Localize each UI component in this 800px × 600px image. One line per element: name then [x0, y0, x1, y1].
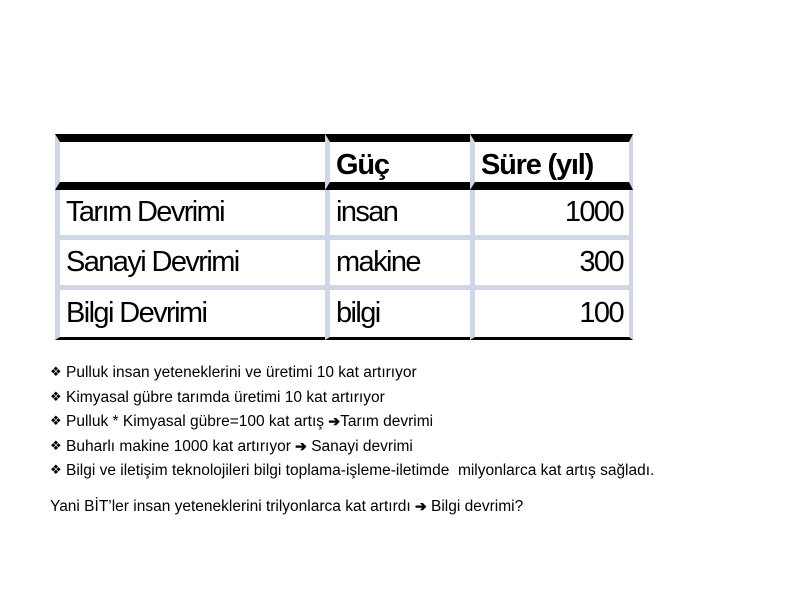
- row-duration: 100: [470, 290, 633, 340]
- right-arrow-icon: ➔: [414, 498, 427, 514]
- conclusion-text-after: Bilgi devrimi?: [426, 498, 524, 515]
- bullet-item: [50, 360, 654, 385]
- header-cell-power: Güç: [325, 134, 470, 190]
- bullet-text: Pulluk * Kimyasal gübre=100 kat artış: [66, 413, 329, 431]
- bullet-text: Bilgi ve iletişim teknolojileri bilgi toplama-işleme-iletimde milyonlarca kat artış sağladı.: [66, 462, 655, 480]
- four-diamond-bullet-icon: ❖: [50, 413, 62, 429]
- header-cell-duration: Süre (yıl): [470, 134, 633, 190]
- table-row: [55, 190, 633, 240]
- row-power: bilgi: [325, 290, 470, 340]
- row-duration: 1000: [470, 190, 633, 240]
- row-label: Bilgi Devrimi: [55, 290, 325, 340]
- table-header-row: [55, 134, 633, 190]
- bullet-text-after: Tarım devrimi: [340, 413, 434, 431]
- bullet-item: [50, 409, 654, 434]
- row-power: makine: [325, 240, 470, 290]
- four-diamond-bullet-icon: ❖: [50, 437, 62, 453]
- bullet-item: [50, 434, 654, 459]
- conclusion-text: Yani BİT’ler insan yeteneklerini trilyonlarca kat artırdı: [50, 498, 415, 515]
- four-diamond-bullet-icon: ❖: [50, 462, 62, 478]
- row-duration: 300: [470, 240, 633, 290]
- right-arrow-icon: ➔: [295, 437, 307, 454]
- four-diamond-bullet-icon: ❖: [50, 364, 62, 379]
- conclusion-line: [50, 498, 523, 516]
- four-diamond-bullet-icon: ❖: [50, 388, 62, 404]
- bullet-text-after: Sanayi devrimi: [306, 437, 413, 455]
- bullet-text: Pulluk insan yeteneklerini ve üretimi 10 kat artırıyor: [66, 364, 417, 381]
- header-cell-empty: [55, 134, 325, 190]
- bullet-list: [50, 360, 654, 483]
- right-arrow-icon: ➔: [328, 413, 341, 430]
- table-row: [55, 240, 633, 290]
- bullet-text: Kimyasal gübre tarımda üretimi 10 kat artırıyor: [66, 388, 385, 406]
- table-row: [55, 290, 633, 340]
- bullet-text: Buharlı makine 1000 kat artırıyor: [66, 437, 296, 455]
- revolutions-table: [55, 134, 633, 340]
- row-label: Sanayi Devrimi: [55, 240, 325, 290]
- row-power: insan: [325, 190, 470, 240]
- bullet-item: [50, 458, 654, 483]
- row-label: Tarım Devrimi: [55, 190, 325, 240]
- bullet-item: [50, 385, 654, 410]
